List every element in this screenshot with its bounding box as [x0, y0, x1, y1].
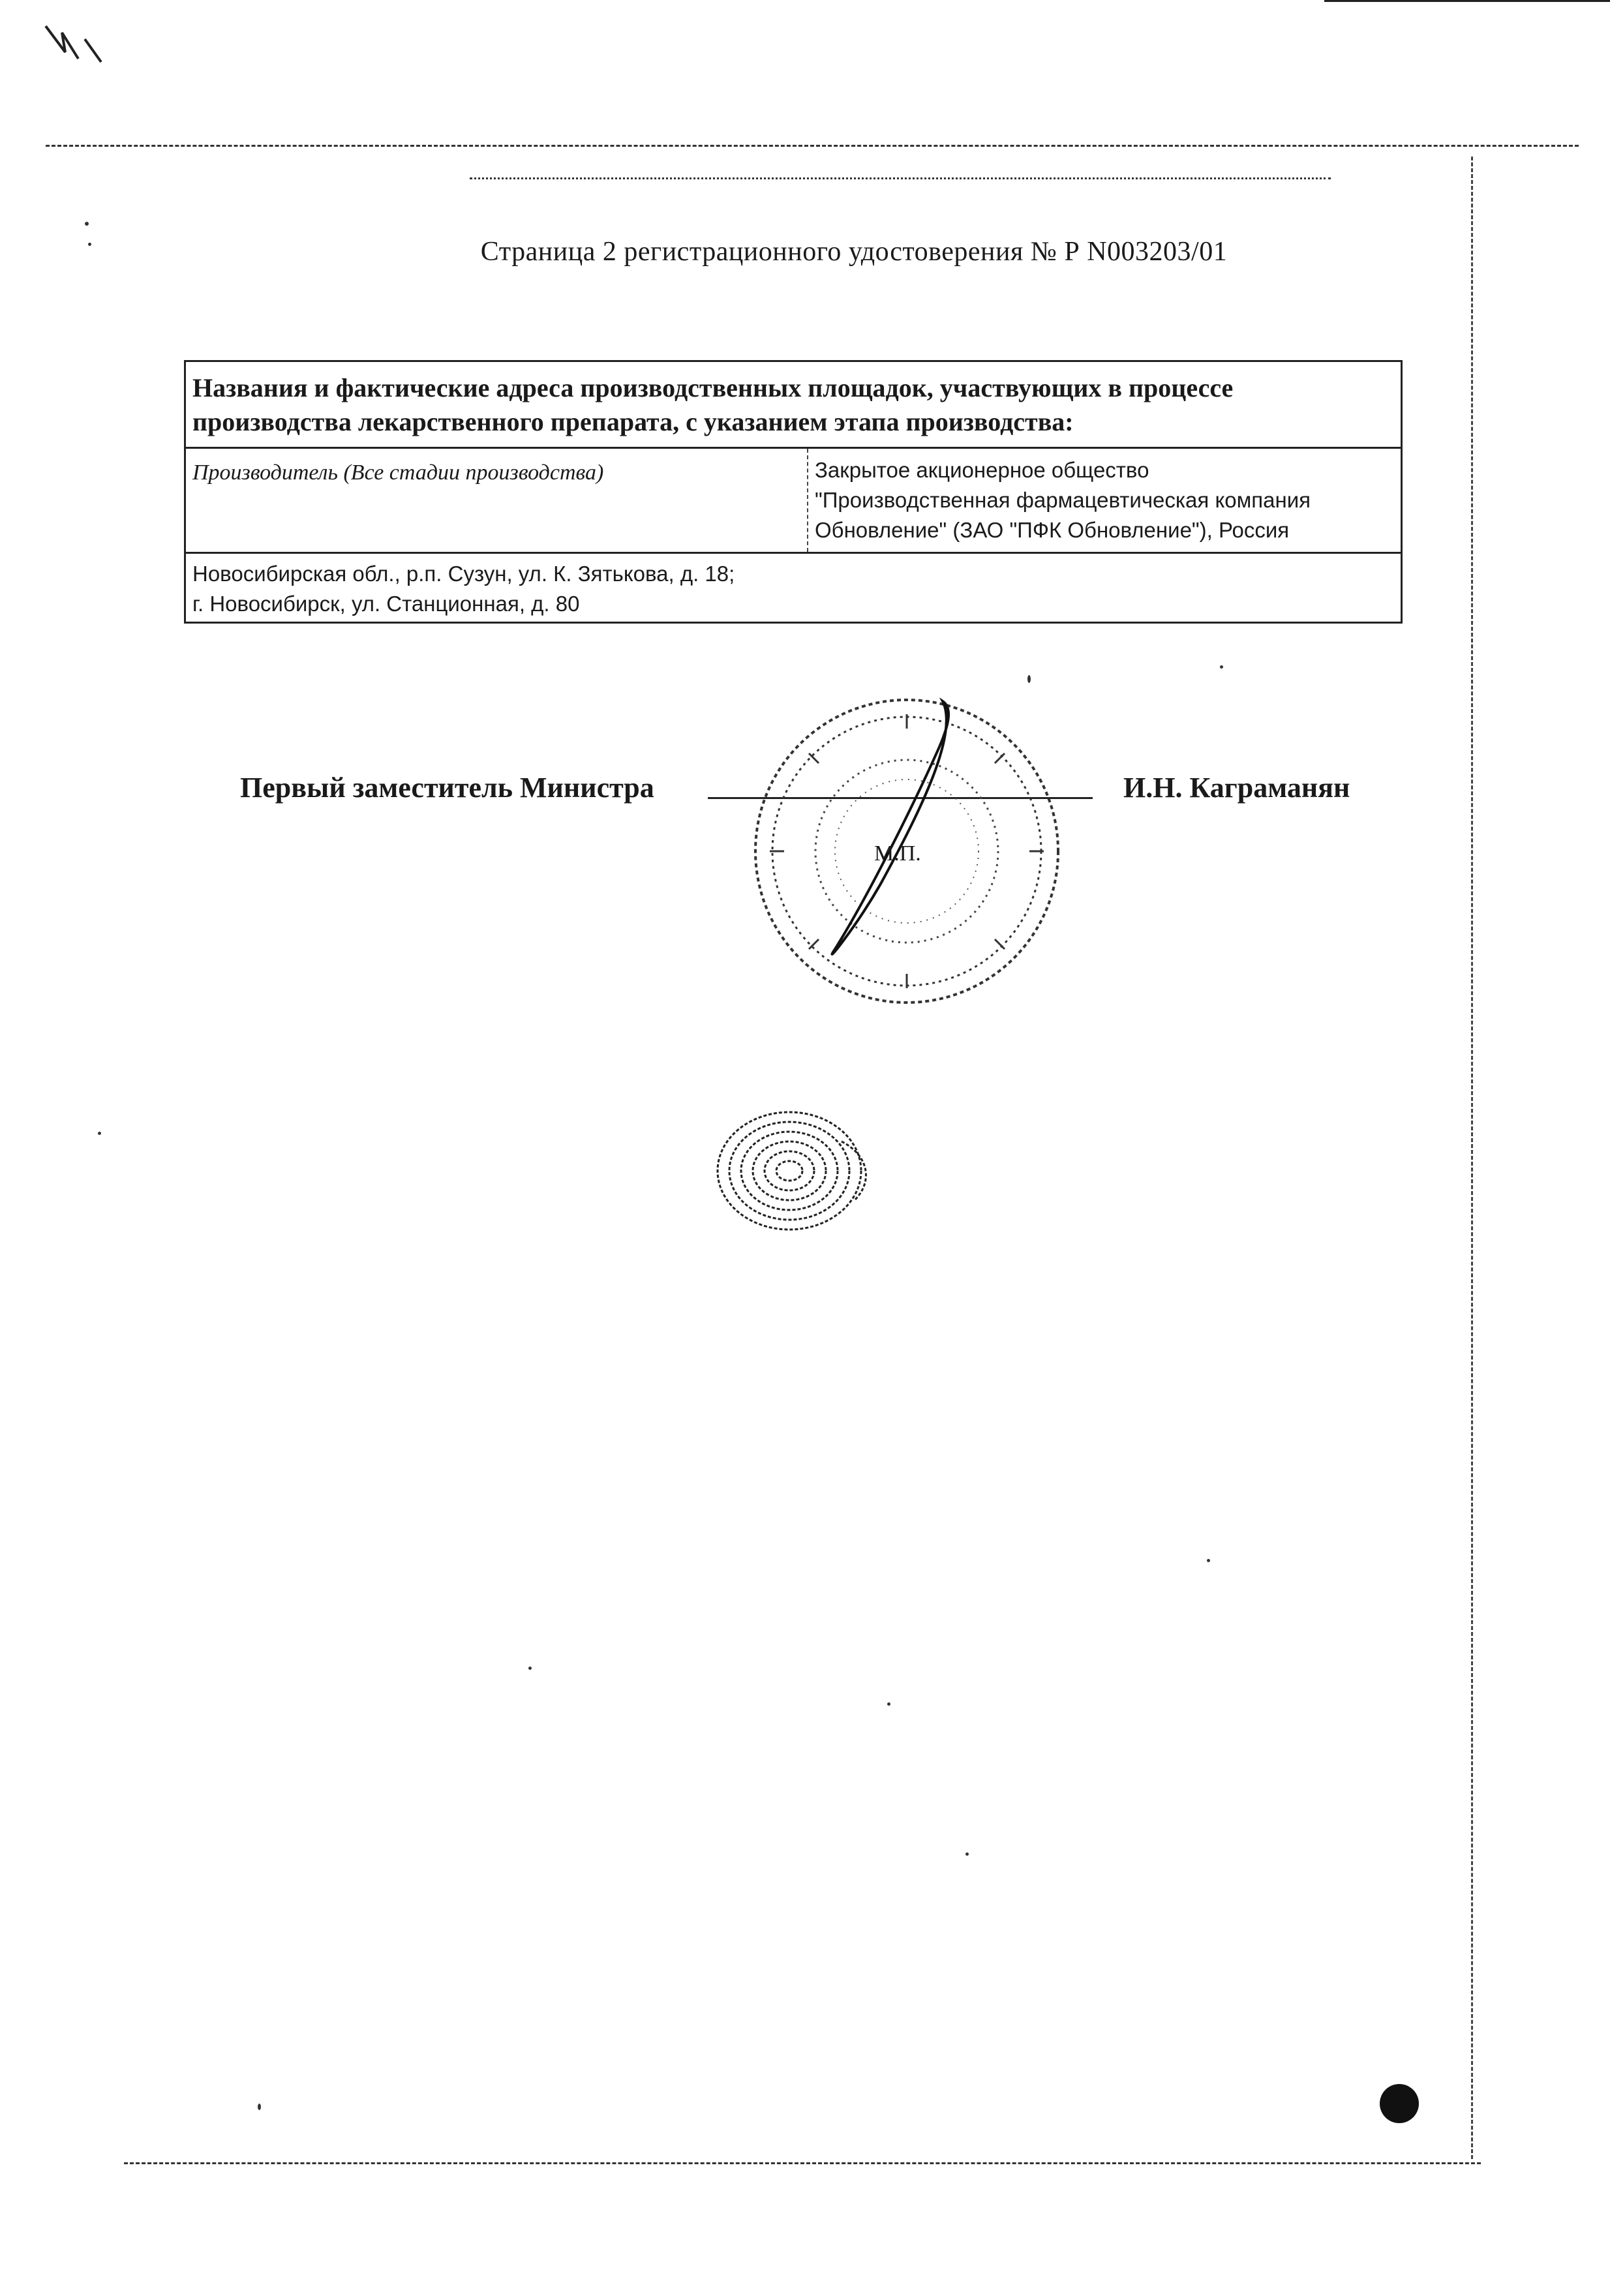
signatory-title: Первый заместитель Министра	[240, 772, 654, 804]
company-line: Обновление" (ЗАО "ПФК Обновление"), Россия	[815, 518, 1290, 542]
manufacturer-company	[808, 448, 1402, 553]
address-line: Новосибирская обл., р.п. Сузун, ул. К. Зятькова, д. 18;	[192, 562, 735, 586]
scan-border-top-inner	[470, 177, 1331, 179]
address-line: г. Новосибирск, ул. Станционная, д. 80	[192, 592, 580, 616]
company-line: "Производственная фармацевтическая компания	[815, 488, 1311, 512]
scan-speck	[1027, 675, 1031, 683]
scan-speck	[1220, 665, 1223, 669]
scan-dot-artifact	[1380, 2084, 1419, 2123]
fingerprint-stamp	[711, 1102, 881, 1239]
certificate-page-title: Страница 2 регистрационного удостоверения № Р N003203/01	[480, 237, 1228, 267]
scan-border-bottom	[124, 2162, 1481, 2164]
signatory-name: И.Н. Каграманян	[1123, 772, 1350, 804]
scan-speck	[1207, 1559, 1210, 1562]
table-heading-row	[185, 361, 1402, 448]
production-addresses	[185, 553, 1402, 623]
manufacturer-role: Производитель (Все стадии производства)	[185, 448, 808, 553]
handwritten-mark	[39, 13, 130, 85]
scan-border-top-right	[1324, 0, 1610, 2]
production-sites-table	[184, 360, 1403, 624]
scan-speck	[887, 1702, 890, 1706]
table-heading: Названия и фактические адреса производственных площадок, участвующих в процессе производства лекарственного препарата, с указанием этапа производства:	[185, 361, 1402, 448]
scan-speck	[965, 1852, 969, 1856]
scan-border-top	[46, 145, 1579, 147]
scan-speck	[258, 2104, 261, 2110]
scan-speck	[98, 1132, 101, 1135]
seal-center-mark: М.П.	[874, 841, 921, 866]
scan-speck	[528, 1667, 532, 1670]
scan-border-right	[1471, 157, 1473, 2159]
table-row	[185, 553, 1402, 623]
page-header	[0, 236, 1610, 267]
company-line: Закрытое акционерное общество	[815, 458, 1149, 482]
scan-speck	[85, 222, 89, 226]
table-row	[185, 448, 1402, 553]
